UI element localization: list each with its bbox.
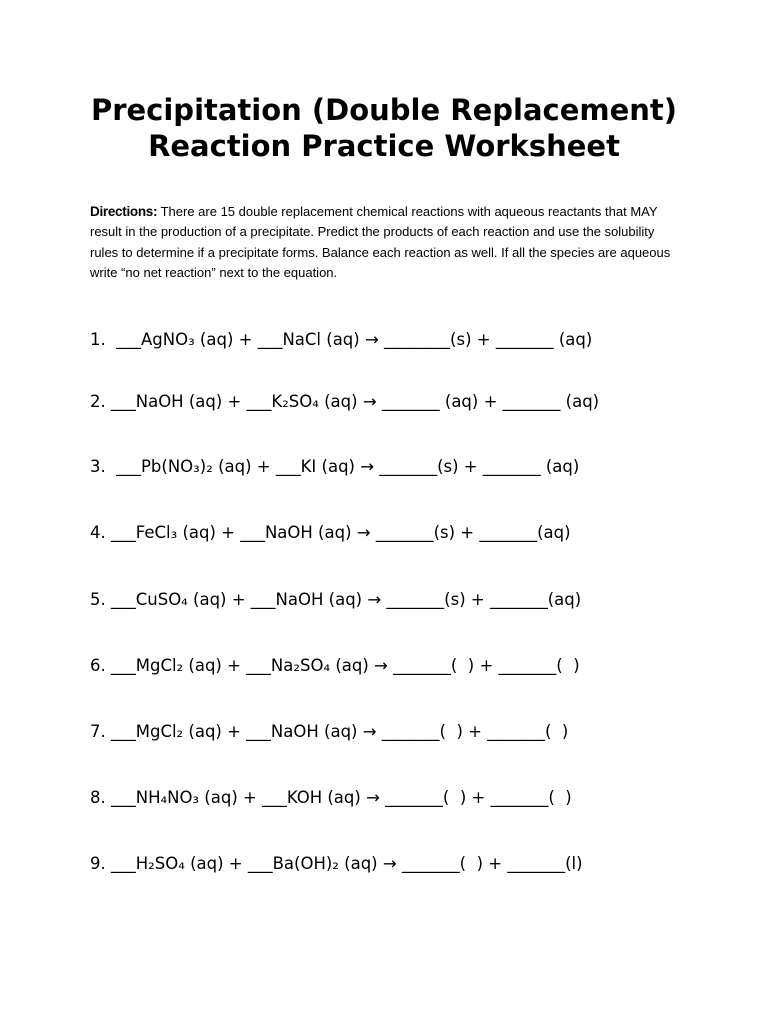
question-6: 6. ___MgCl₂ (aq) + ___Na₂SO₄ (aq) → _______( ) + _______( ) [90,656,580,675]
question-3: 3. ___Pb(NO₃)₂ (aq) + ___KI (aq) → _______(s) + _______ (aq) [90,457,580,476]
directions-text: There are 15 double replacement chemical reactions with aqueous reactants that MAY result in the production of a precipitate. Predict the products of each reaction and use the solubility rules to determine if a precipitate forms. Balance each reaction as well. If all the species are aqueous write “no net reaction” next to the equation. [90,204,671,280]
worksheet-title: Precipitation (Double Replacement) Reaction Practice Worksheet [90,93,678,163]
directions-label: Directions: [90,204,158,219]
question-2: 2. ___NaOH (aq) + ___K₂SO₄ (aq) → _______ (aq) + _______ (aq) [90,392,600,411]
question-1: 1. ___AgNO₃ (aq) + ___NaCl (aq) → ________(s) + _______ (aq) [90,330,593,349]
question-8: 8. ___NH₄NO₃ (aq) + ___KOH (aq) → _______( ) + _______( ) [90,788,572,807]
directions-paragraph [90,202,682,283]
question-4: 4. ___FeCl₃ (aq) + ___NaOH (aq) → _______(s) + _______(aq) [90,523,571,542]
question-5: 5. ___CuSO₄ (aq) + ___NaOH (aq) → _______(s) + _______(aq) [90,590,582,609]
question-9: 9. ___H₂SO₄ (aq) + ___Ba(OH)₂ (aq) → _______( ) + _______(l) [90,854,583,873]
question-7: 7. ___MgCl₂ (aq) + ___NaOH (aq) → _______( ) + _______( ) [90,722,569,741]
